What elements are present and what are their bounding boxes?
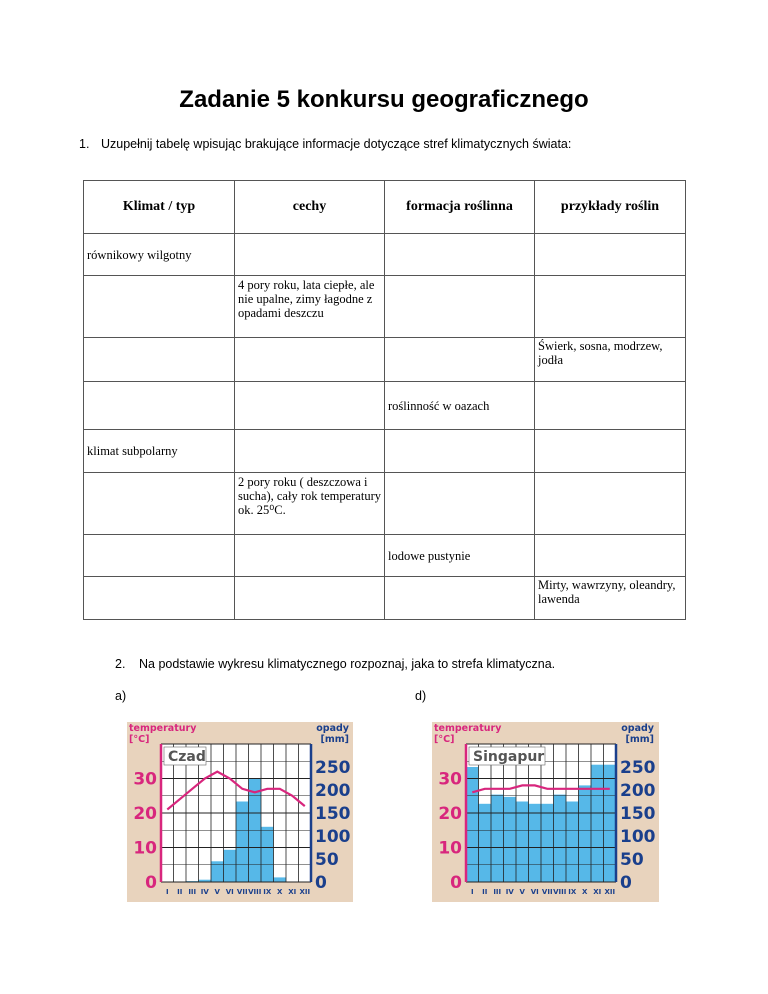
month-tick-label: X (277, 888, 283, 896)
table-cell (235, 535, 385, 577)
table-cell (235, 338, 385, 382)
label-a: a) (115, 689, 127, 703)
table-cell (385, 276, 535, 338)
temperature-tick-label: 30 (438, 769, 462, 790)
table-cell (385, 234, 535, 276)
month-tick-label: II (482, 888, 488, 896)
temperature-tick-label: 20 (438, 804, 462, 824)
table-cell (385, 338, 535, 382)
month-tick-label: IV (200, 888, 209, 896)
table-cell (535, 473, 686, 535)
table-row (84, 276, 686, 338)
table-row (84, 535, 686, 577)
question-2-number: 2. (115, 657, 126, 671)
temperature-tick-label: 30 (133, 769, 157, 790)
table-cell: 2 pory roku ( deszczowa i sucha), cały rok temperatury ok. 25⁰C. (235, 473, 385, 535)
month-tick-label: I (470, 888, 474, 896)
document-title: Zadanie 5 konkursu geograficznego (179, 86, 589, 113)
table-cell (235, 577, 385, 620)
table-cell (535, 382, 686, 430)
month-tick-label: VII (236, 888, 248, 896)
precipitation-bar (566, 802, 579, 883)
table-cell (84, 338, 235, 382)
precipitation-tick-label: 50 (315, 850, 339, 870)
climate-chart-singapur (432, 722, 659, 902)
precipitation-tick-label: 150 (620, 804, 656, 824)
question-1-text: Uzupełnij tabelę wpisując brakujące informacje dotyczące stref klimatycznych świata: (101, 137, 572, 151)
question-1-number: 1. (79, 137, 90, 151)
precipitation-tick-label: 250 (620, 758, 656, 778)
table-cell (535, 430, 686, 473)
month-tick-label: VI (530, 888, 539, 896)
chart-title: Singapur (473, 749, 545, 765)
month-tick-label: IX (568, 888, 577, 896)
header-plant-examples: przykłady roślin (535, 181, 686, 234)
table-row (84, 338, 686, 382)
precipitation-bar (529, 804, 542, 882)
temperature-tick-label: 0 (450, 873, 462, 893)
month-tick-label: XI (593, 888, 602, 896)
precipitation-bar (504, 797, 517, 882)
temperature-unit-label: [°C] (129, 734, 150, 745)
month-tick-label: IX (263, 888, 272, 896)
precipitation-bar (211, 861, 224, 882)
precipitation-axis-label: opady (316, 723, 349, 734)
header-features: cechy (235, 181, 385, 234)
month-tick-label: I (165, 888, 169, 896)
table-header-row (84, 181, 686, 234)
precipitation-bar (579, 785, 592, 882)
question-1 (79, 137, 571, 151)
table-cell (535, 234, 686, 276)
precipitation-bar (274, 877, 287, 882)
climate-zones-table (83, 180, 686, 620)
table-cell (84, 382, 235, 430)
precipitation-bar (554, 795, 567, 882)
table-cell (84, 473, 235, 535)
month-tick-label: X (582, 888, 588, 896)
table-cell: równikowy wilgotny (84, 234, 235, 276)
month-tick-label: VI (225, 888, 234, 896)
month-tick-label: XII (299, 888, 311, 896)
table-cell (385, 430, 535, 473)
month-tick-label: VIII (248, 888, 262, 896)
precipitation-tick-label: 200 (620, 781, 656, 801)
temperature-axis-label: temperatury (129, 723, 197, 734)
month-tick-label: VIII (553, 888, 567, 896)
table-cell: Mirty, wawrzyny, oleandry, lawenda (535, 577, 686, 620)
table-cell (535, 276, 686, 338)
table-row (84, 234, 686, 276)
header-plant-formation: formacja roślinna (385, 181, 535, 234)
precipitation-bar (479, 804, 492, 882)
question-2-text: Na podstawie wykresu klimatycznego rozpoznaj, jaka to strefa klimatyczna. (139, 657, 556, 671)
table-cell (385, 473, 535, 535)
precipitation-unit-label: [mm] (625, 734, 654, 745)
precipitation-tick-label: 0 (620, 873, 632, 893)
table-row (84, 473, 686, 535)
precipitation-bar (591, 765, 604, 882)
table-row (84, 430, 686, 473)
precipitation-bar (516, 802, 529, 883)
table-cell (235, 430, 385, 473)
temperature-tick-label: 10 (438, 838, 462, 859)
month-tick-label: II (177, 888, 183, 896)
table-cell: lodowe pustynie (385, 535, 535, 577)
month-tick-label: XII (604, 888, 616, 896)
label-d: d) (415, 689, 427, 703)
month-tick-label: VII (541, 888, 553, 896)
table-cell: klimat subpolarny (84, 430, 235, 473)
temperature-unit-label: [°C] (434, 734, 455, 745)
precipitation-tick-label: 250 (315, 758, 351, 778)
table-row (84, 577, 686, 620)
precipitation-bar (236, 802, 249, 883)
table-cell: 4 pory roku, lata ciepłe, ale nie upalne, zimy łagodne z opadami deszczu (235, 276, 385, 338)
table-cell: roślinność w oazach (385, 382, 535, 430)
chart-title: Czad (168, 749, 206, 765)
table-cell: Świerk, sosna, modrzew, jodła (535, 338, 686, 382)
table-cell (84, 276, 235, 338)
month-tick-label: V (214, 888, 220, 896)
precipitation-tick-label: 0 (315, 873, 327, 893)
month-tick-label: III (493, 888, 502, 896)
table-cell (235, 234, 385, 276)
precipitation-bar (224, 850, 237, 882)
header-climate-type: Klimat / typ (84, 181, 235, 234)
table-cell (84, 535, 235, 577)
month-tick-label: IV (505, 888, 514, 896)
table-cell (84, 577, 235, 620)
month-tick-label: XI (288, 888, 297, 896)
table-cell (385, 577, 535, 620)
precipitation-bar (604, 765, 617, 882)
climate-chart-czad (127, 722, 353, 902)
precipitation-bar (261, 827, 274, 882)
temperature-tick-label: 0 (145, 873, 157, 893)
temperature-axis-label: temperatury (434, 723, 502, 734)
precipitation-axis-label: opady (621, 723, 654, 734)
precipitation-tick-label: 100 (620, 827, 656, 847)
table-cell (235, 382, 385, 430)
climate-chart-svg (432, 722, 658, 902)
precipitation-bar (541, 804, 554, 882)
precipitation-unit-label: [mm] (320, 734, 349, 745)
precipitation-tick-label: 50 (620, 850, 644, 870)
precipitation-tick-label: 150 (315, 804, 351, 824)
table-cell (535, 535, 686, 577)
question-2 (115, 657, 555, 671)
precipitation-tick-label: 200 (315, 781, 351, 801)
temperature-tick-label: 20 (133, 804, 157, 824)
table-row (84, 382, 686, 430)
precipitation-bar (491, 795, 504, 882)
month-tick-label: V (519, 888, 525, 896)
month-tick-label: III (188, 888, 197, 896)
climate-chart-svg (127, 722, 353, 902)
temperature-tick-label: 10 (133, 838, 157, 859)
precipitation-tick-label: 100 (315, 827, 351, 847)
